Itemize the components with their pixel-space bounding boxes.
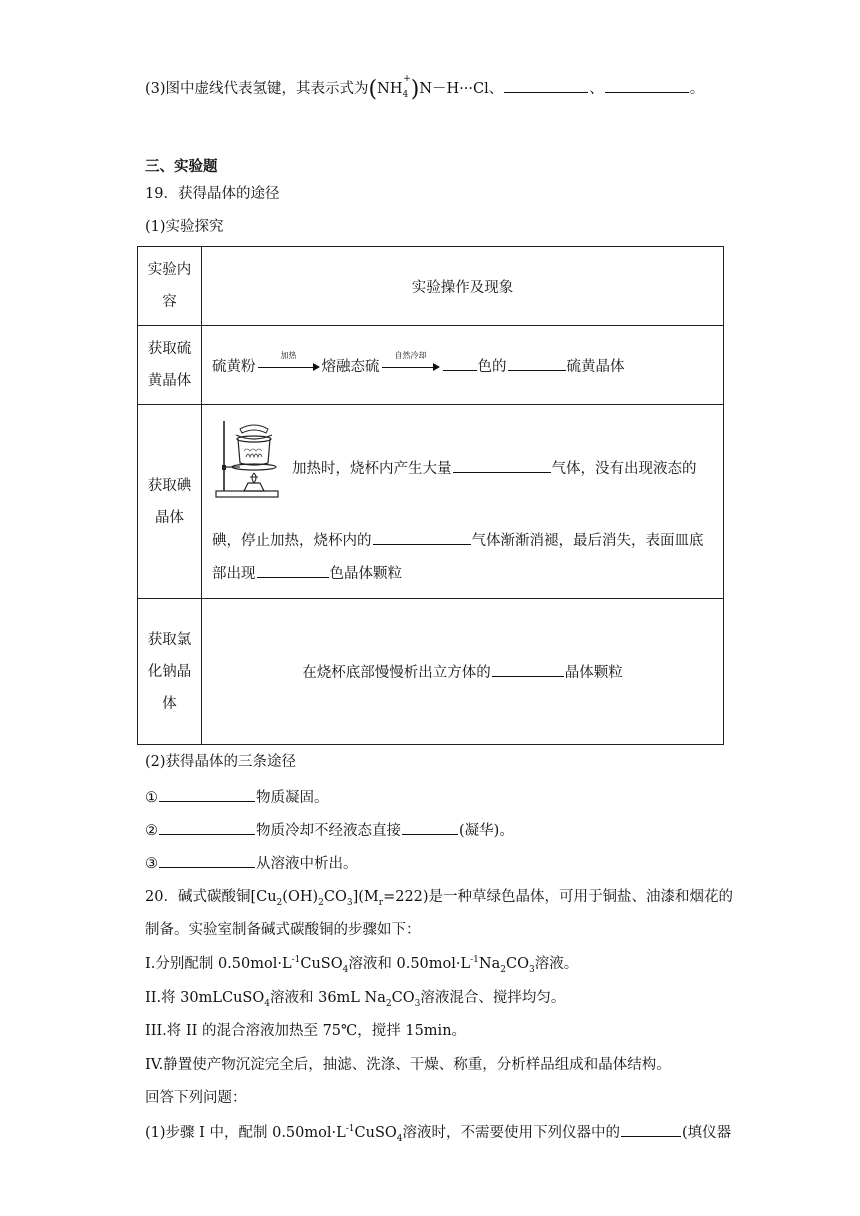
answer-blank[interactable] xyxy=(159,787,255,802)
answer-blank[interactable] xyxy=(257,563,329,578)
q18-part3-line: (3)图中虚线代表氢键，其表示式为$(NH_4^+)N-H\cdot\cdot\cdot Cl$、 、 。 xyxy=(145,74,705,102)
q20-question1: (1)步骤 I 中，配制 $0.50mol\cdot L^{-1}CuSO_4$溶液时，不需要使用下列仪器中的 (填仪器 xyxy=(145,1122,731,1143)
q20-step1: I.分别配制 $0.50mol\cdot L^{-1}CuSO_4$溶液和 $0.50mol\cdot L^{-1}Na_2CO_3$溶液。 xyxy=(145,955,579,975)
q19-part1: (1)实验探究 xyxy=(145,219,224,235)
answer-blank[interactable] xyxy=(443,356,477,371)
row-label: 获取氯化钠晶体 xyxy=(147,631,192,712)
row-label: 获取硫黄晶体 xyxy=(147,341,192,389)
formula-bond: N－H···Cl xyxy=(419,81,489,97)
row-label: 获取碘晶体 xyxy=(147,477,192,526)
answer-blank[interactable] xyxy=(605,78,689,93)
table-row-sulfur: 获取硫黄晶体 硫黄粉 加热 熔融态硫 自然冷却 色的 硫黄晶体 xyxy=(138,326,724,405)
header-col2: 实验操作及现象 xyxy=(202,247,724,326)
q20-step3: III.将 II 的混合溶液加热至 75℃，搅拌 15min。 xyxy=(145,1023,467,1039)
answer-blank[interactable] xyxy=(508,356,566,371)
answer-blank[interactable] xyxy=(504,78,588,93)
table-row-iodine: 获取碘晶体 加热时，烧杯内产生大量 气体，没有出现液态的 碘，停止加热，烧杯内的 气体渐渐消褪，最后消失，表面皿底 部出现 色晶体颗粒 xyxy=(138,405,724,599)
q20-step2: II.将 30mLCuSO$_4$溶液和 36mL $Na_2CO_3$溶液混合、搅拌均匀。 xyxy=(145,990,566,1009)
q19-item2: ② 物质冷却不经液态直接 (凝华)。 xyxy=(145,820,514,841)
q20-line2: 制备。实验室制备碱式碳酸铜的步骤如下： xyxy=(145,922,421,938)
section-title: 三、实验题 xyxy=(145,158,218,175)
table-header-row xyxy=(138,247,724,326)
q19-item1: ① 物质凝固。 xyxy=(145,787,329,808)
q19-title: 19．获得晶体的途径 xyxy=(145,186,280,202)
answer-blank[interactable] xyxy=(402,820,458,835)
answer-blank[interactable] xyxy=(621,1122,681,1137)
q19-part2: (2)获得晶体的三条途径 xyxy=(145,754,297,770)
answer-blank[interactable] xyxy=(492,662,564,677)
sublimation-apparatus-illustration xyxy=(214,417,284,499)
q20-line1: 20．碱式碳酸铜$[Cu_2(OH)_2CO_3](M_r=222)$是一种草绿色晶体，可用于铜盐、油漆和烟花的 xyxy=(145,889,734,908)
q19-item3: ③ 从溶液中析出。 xyxy=(145,853,358,874)
q20-answer-prompt: 回答下列问题： xyxy=(145,1090,247,1106)
answer-blank[interactable] xyxy=(453,458,551,473)
q20-step4: IV.静置使产物沉淀完全后，抽滤、洗涤、干燥、称重，分析样品组成和晶体结构。 xyxy=(145,1057,671,1073)
formula-ion: NH xyxy=(377,81,403,97)
reaction-arrow: 自然冷却 xyxy=(382,360,440,374)
answer-blank[interactable] xyxy=(159,820,255,835)
experiment-table xyxy=(137,246,724,745)
reaction-arrow: 加热 xyxy=(258,360,320,374)
table-row-nacl: 获取氯化钠晶体 在烧杯底部慢慢析出立方体的 晶体颗粒 xyxy=(138,599,724,745)
answer-blank[interactable] xyxy=(159,853,255,868)
answer-blank[interactable] xyxy=(373,530,471,545)
header-col1: 实验内容 xyxy=(138,247,202,326)
